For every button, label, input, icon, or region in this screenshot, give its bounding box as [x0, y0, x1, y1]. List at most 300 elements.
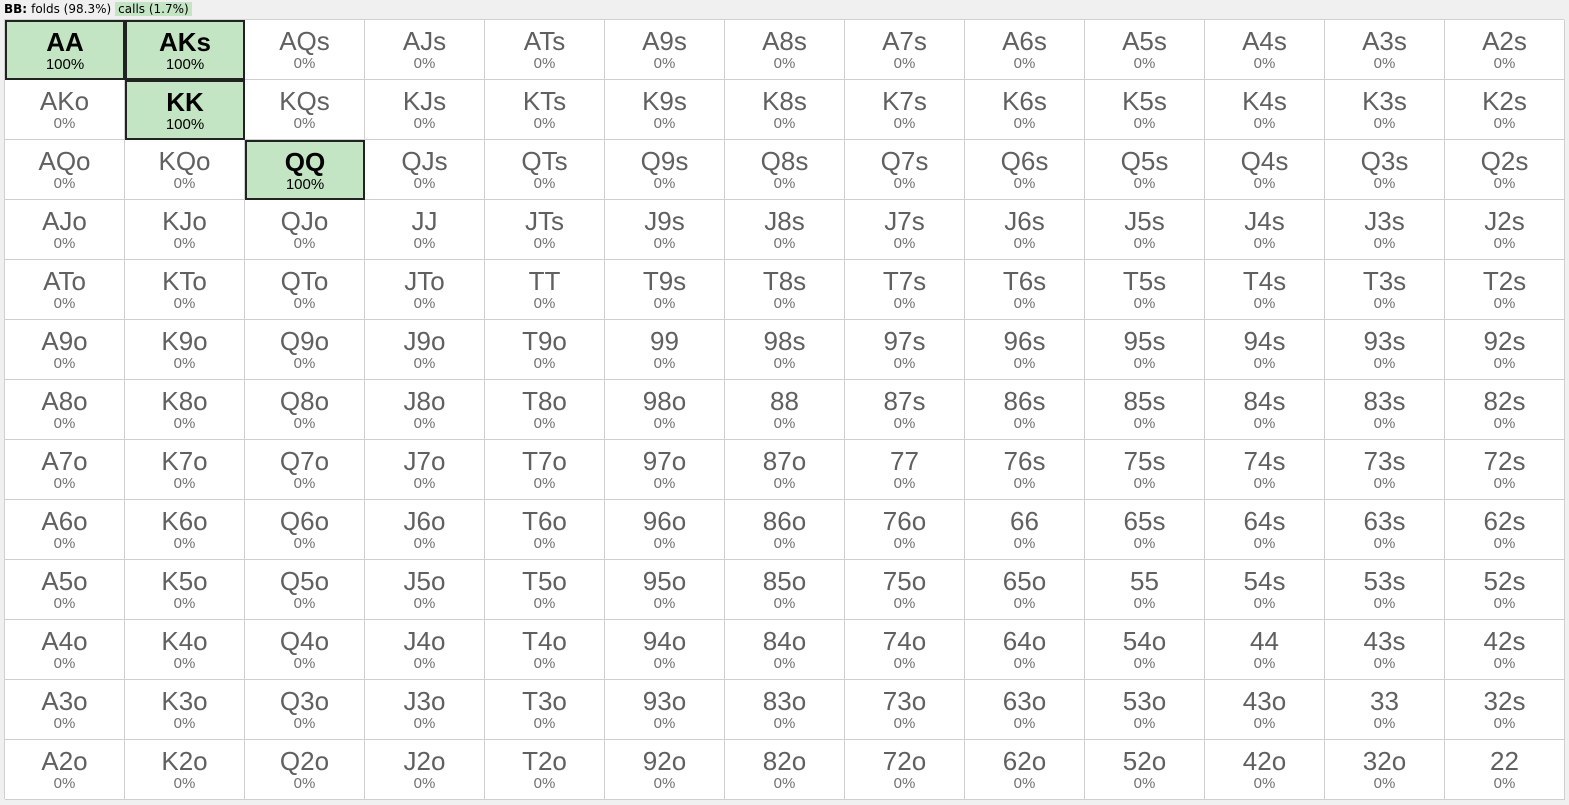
hand-label: JTs: [525, 206, 564, 236]
hand-cell-QJo[interactable]: [245, 200, 365, 260]
hand-label: 85o: [762, 566, 807, 596]
hand-label: QTo: [280, 266, 329, 296]
hand-cell-93s[interactable]: [1325, 320, 1445, 380]
hand-frequency: 0%: [413, 295, 436, 312]
hand-cell-J4o[interactable]: [365, 620, 485, 680]
hand-cell-KQs[interactable]: [245, 80, 365, 140]
hand-cell-T3o[interactable]: [485, 680, 605, 740]
hand-label: 54o: [1122, 626, 1167, 656]
hand-cell-Q8o[interactable]: [245, 380, 365, 440]
hand-cell-Q6s[interactable]: [965, 140, 1085, 200]
hand-cell-AQo[interactable]: [5, 140, 125, 200]
hand-frequency: 0%: [413, 355, 436, 372]
hand-cell-82o[interactable]: [725, 740, 845, 800]
hand-cell-KTs[interactable]: [485, 80, 605, 140]
hand-cell-K4o[interactable]: [125, 620, 245, 680]
hand-frequency: 0%: [1253, 295, 1276, 312]
hand-cell-K6s[interactable]: [965, 80, 1085, 140]
hand-frequency: 0%: [413, 115, 436, 132]
hand-cell-94s[interactable]: [1205, 320, 1325, 380]
hand-label: 54s: [1243, 566, 1286, 596]
hand-label: KTs: [522, 86, 567, 116]
hand-frequency: 0%: [1253, 355, 1276, 372]
hand-label: J2s: [1484, 206, 1525, 236]
hand-frequency: 0%: [1493, 475, 1516, 492]
hand-cell-A3o[interactable]: [5, 680, 125, 740]
hand-cell-93o[interactable]: [605, 680, 725, 740]
hand-label: 84o: [762, 626, 807, 656]
hand-cell-T6o[interactable]: [485, 500, 605, 560]
hand-cell-Q4s[interactable]: [1205, 140, 1325, 200]
hand-cell-K5s[interactable]: [1085, 80, 1205, 140]
hand-cell-T5s[interactable]: [1085, 260, 1205, 320]
hand-cell-T8s[interactable]: [725, 260, 845, 320]
hand-frequency: 0%: [53, 295, 76, 312]
hand-frequency: 0%: [893, 715, 916, 732]
hand-cell-62s[interactable]: [1445, 500, 1565, 560]
hand-label: J5o: [403, 566, 446, 596]
hand-cell-66[interactable]: [965, 500, 1085, 560]
hand-cell-K2o[interactable]: [125, 740, 245, 800]
hand-cell-87o[interactable]: [725, 440, 845, 500]
hand-cell-42o[interactable]: [1205, 740, 1325, 800]
hand-label: T2s: [1482, 266, 1527, 296]
hand-frequency: 0%: [1493, 415, 1516, 432]
hand-label: AJs: [402, 26, 447, 56]
hand-label: K8s: [762, 86, 807, 116]
hand-cell-63o[interactable]: [965, 680, 1085, 740]
hand-frequency: 0%: [1013, 355, 1036, 372]
hand-cell-99[interactable]: [605, 320, 725, 380]
hand-cell-85s[interactable]: [1085, 380, 1205, 440]
hand-label: Q2o: [279, 746, 330, 776]
hand-frequency: 0%: [1253, 655, 1276, 672]
hand-cell-J5s[interactable]: [1085, 200, 1205, 260]
hand-cell-T7s[interactable]: [845, 260, 965, 320]
hand-cell-Q8s[interactable]: [725, 140, 845, 200]
hand-label: K3o: [161, 686, 208, 716]
hand-cell-Q2s[interactable]: [1445, 140, 1565, 200]
hand-cell-97s[interactable]: [845, 320, 965, 380]
hand-cell-76o[interactable]: [845, 500, 965, 560]
hand-label: 63s: [1363, 506, 1406, 536]
hand-frequency: 0%: [653, 595, 676, 612]
hand-label: J4o: [403, 626, 446, 656]
hand-cell-K7s[interactable]: [845, 80, 965, 140]
hand-label: 53s: [1363, 566, 1406, 596]
hand-frequency: 0%: [1493, 235, 1516, 252]
hand-cell-J7s[interactable]: [845, 200, 965, 260]
hand-cell-22[interactable]: [1445, 740, 1565, 800]
hand-frequency: 0%: [1133, 295, 1156, 312]
hand-cell-JTs[interactable]: [485, 200, 605, 260]
hand-cell-A2o[interactable]: [5, 740, 125, 800]
hand-cell-K2s[interactable]: [1445, 80, 1565, 140]
hand-cell-83s[interactable]: [1325, 380, 1445, 440]
hand-label: Q4o: [279, 626, 330, 656]
hand-label: 98s: [763, 326, 806, 356]
hand-cell-JJ[interactable]: [365, 200, 485, 260]
hand-label: K4s: [1242, 86, 1287, 116]
hand-cell-A2s[interactable]: [1445, 20, 1565, 80]
hand-cell-T3s[interactable]: [1325, 260, 1445, 320]
hand-frequency: 0%: [653, 355, 676, 372]
hand-label: T5o: [522, 566, 567, 596]
hand-label: 82s: [1483, 386, 1526, 416]
hand-cell-76s[interactable]: [965, 440, 1085, 500]
hand-cell-43o[interactable]: [1205, 680, 1325, 740]
hand-label: 84s: [1243, 386, 1286, 416]
hand-cell-63s[interactable]: [1325, 500, 1445, 560]
hand-cell-95s[interactable]: [1085, 320, 1205, 380]
hand-label: 52s: [1483, 566, 1526, 596]
hand-cell-Q3s[interactable]: [1325, 140, 1445, 200]
hand-cell-J2o[interactable]: [365, 740, 485, 800]
hand-cell-52o[interactable]: [1085, 740, 1205, 800]
hand-frequency: 0%: [893, 415, 916, 432]
hand-cell-62o[interactable]: [965, 740, 1085, 800]
hand-label: 42o: [1242, 746, 1287, 776]
hand-label: Q5s: [1120, 146, 1169, 176]
hand-cell-QQ[interactable]: [245, 140, 365, 200]
hand-cell-Q7o[interactable]: [245, 440, 365, 500]
hand-frequency: 0%: [773, 175, 796, 192]
hand-frequency: 0%: [1373, 655, 1396, 672]
hand-cell-T4o[interactable]: [485, 620, 605, 680]
hand-label: A9o: [41, 326, 88, 356]
hand-frequency: 0%: [173, 235, 196, 252]
hand-cell-98s[interactable]: [725, 320, 845, 380]
hand-cell-84o[interactable]: [725, 620, 845, 680]
hand-cell-J8s[interactable]: [725, 200, 845, 260]
hand-cell-K7o[interactable]: [125, 440, 245, 500]
hand-label: 82o: [762, 746, 807, 776]
hand-cell-52s[interactable]: [1445, 560, 1565, 620]
hand-frequency: 0%: [1013, 595, 1036, 612]
hand-cell-T8o[interactable]: [485, 380, 605, 440]
hand-cell-KQo[interactable]: [125, 140, 245, 200]
hand-cell-96o[interactable]: [605, 500, 725, 560]
hand-frequency: 0%: [773, 475, 796, 492]
hand-cell-Q9o[interactable]: [245, 320, 365, 380]
hand-label: A6s: [1002, 26, 1047, 56]
hand-frequency: 0%: [1493, 715, 1516, 732]
hand-frequency: 0%: [773, 775, 796, 792]
hand-cell-AJo[interactable]: [5, 200, 125, 260]
hand-label: K8o: [161, 386, 208, 416]
hand-label: Q2s: [1480, 146, 1529, 176]
hand-cell-85o[interactable]: [725, 560, 845, 620]
hand-cell-53o[interactable]: [1085, 680, 1205, 740]
hand-frequency: 0%: [293, 115, 316, 132]
hand-cell-33[interactable]: [1325, 680, 1445, 740]
hand-cell-J8o[interactable]: [365, 380, 485, 440]
hand-cell-88[interactable]: [725, 380, 845, 440]
hand-cell-65o[interactable]: [965, 560, 1085, 620]
hand-frequency: 0%: [1373, 535, 1396, 552]
hand-cell-64o[interactable]: [965, 620, 1085, 680]
hand-label: KTo: [162, 266, 207, 296]
hand-cell-54o[interactable]: [1085, 620, 1205, 680]
hand-frequency: 0%: [173, 415, 196, 432]
hand-cell-A8o[interactable]: [5, 380, 125, 440]
hand-cell-JTo[interactable]: [365, 260, 485, 320]
hand-frequency: 0%: [53, 715, 76, 732]
hand-frequency: 0%: [293, 55, 316, 72]
hand-cell-94o[interactable]: [605, 620, 725, 680]
hand-label: 65o: [1002, 566, 1047, 596]
hand-cell-54s[interactable]: [1205, 560, 1325, 620]
hand-cell-97o[interactable]: [605, 440, 725, 500]
hand-frequency: 0%: [773, 55, 796, 72]
hand-cell-A4s[interactable]: [1205, 20, 1325, 80]
hand-frequency: 0%: [773, 535, 796, 552]
hand-label: 86o: [762, 506, 807, 536]
hand-cell-86o[interactable]: [725, 500, 845, 560]
hand-cell-87s[interactable]: [845, 380, 965, 440]
hand-frequency: 0%: [413, 775, 436, 792]
hand-frequency: 0%: [1253, 235, 1276, 252]
hand-cell-72o[interactable]: [845, 740, 965, 800]
hand-label: Q6s: [1000, 146, 1049, 176]
hand-cell-73o[interactable]: [845, 680, 965, 740]
hand-label: K6o: [161, 506, 208, 536]
hand-cell-86s[interactable]: [965, 380, 1085, 440]
hand-label: A3o: [41, 686, 88, 716]
hand-cell-32o[interactable]: [1325, 740, 1445, 800]
hand-frequency: 0%: [1253, 775, 1276, 792]
hand-cell-A9o[interactable]: [5, 320, 125, 380]
hand-cell-84s[interactable]: [1205, 380, 1325, 440]
hand-cell-Q4o[interactable]: [245, 620, 365, 680]
hand-frequency: 0%: [1493, 295, 1516, 312]
hand-cell-A5s[interactable]: [1085, 20, 1205, 80]
hand-cell-K6o[interactable]: [125, 500, 245, 560]
hand-label: Q7o: [279, 446, 330, 476]
hand-cell-53s[interactable]: [1325, 560, 1445, 620]
hand-frequency: 0%: [653, 715, 676, 732]
hand-cell-AKo[interactable]: [5, 80, 125, 140]
hand-cell-A4o[interactable]: [5, 620, 125, 680]
hand-cell-A3s[interactable]: [1325, 20, 1445, 80]
hand-cell-55[interactable]: [1085, 560, 1205, 620]
hand-cell-K5o[interactable]: [125, 560, 245, 620]
hand-cell-Q6o[interactable]: [245, 500, 365, 560]
hand-cell-QTo[interactable]: [245, 260, 365, 320]
hand-cell-74o[interactable]: [845, 620, 965, 680]
hand-cell-J6s[interactable]: [965, 200, 1085, 260]
hand-label: 76s: [1003, 446, 1046, 476]
hand-label: ATo: [43, 266, 86, 296]
hand-frequency: 0%: [173, 475, 196, 492]
hand-frequency: 0%: [173, 775, 196, 792]
hand-cell-83o[interactable]: [725, 680, 845, 740]
hand-label: K2o: [161, 746, 208, 776]
hand-cell-75s[interactable]: [1085, 440, 1205, 500]
hand-frequency: 0%: [533, 355, 556, 372]
hand-cell-KTo[interactable]: [125, 260, 245, 320]
hand-frequency: 0%: [1373, 355, 1396, 372]
hand-cell-32s[interactable]: [1445, 680, 1565, 740]
hand-label: 96s: [1003, 326, 1046, 356]
hand-frequency: 0%: [893, 655, 916, 672]
hand-cell-J9s[interactable]: [605, 200, 725, 260]
hand-frequency: 0%: [1013, 235, 1036, 252]
hand-frequency: 0%: [53, 415, 76, 432]
hand-label: 64o: [1002, 626, 1047, 656]
hand-frequency: 0%: [53, 115, 76, 132]
hand-cell-75o[interactable]: [845, 560, 965, 620]
hand-frequency: 0%: [533, 55, 556, 72]
hand-frequency: 0%: [1013, 415, 1036, 432]
hand-cell-J3o[interactable]: [365, 680, 485, 740]
hand-cell-Q5s[interactable]: [1085, 140, 1205, 200]
hand-cell-Q5o[interactable]: [245, 560, 365, 620]
hand-cell-J4s[interactable]: [1205, 200, 1325, 260]
hand-cell-AKs[interactable]: [125, 20, 245, 80]
hand-cell-K8o[interactable]: [125, 380, 245, 440]
hand-cell-KJo[interactable]: [125, 200, 245, 260]
hand-cell-77[interactable]: [845, 440, 965, 500]
hand-cell-K9o[interactable]: [125, 320, 245, 380]
hand-cell-43s[interactable]: [1325, 620, 1445, 680]
hand-cell-95o[interactable]: [605, 560, 725, 620]
hand-cell-A6s[interactable]: [965, 20, 1085, 80]
hand-cell-KK[interactable]: [125, 80, 245, 140]
hand-label: 32o: [1362, 746, 1407, 776]
hand-cell-72s[interactable]: [1445, 440, 1565, 500]
hand-label: Q9o: [279, 326, 330, 356]
hand-cell-T2s[interactable]: [1445, 260, 1565, 320]
hand-cell-A5o[interactable]: [5, 560, 125, 620]
hand-cell-T9s[interactable]: [605, 260, 725, 320]
hand-label: T8o: [522, 386, 567, 416]
hand-frequency: 0%: [893, 595, 916, 612]
hand-cell-A7s[interactable]: [845, 20, 965, 80]
hand-frequency: 0%: [293, 295, 316, 312]
hand-label: K5o: [161, 566, 208, 596]
hand-cell-AA[interactable]: [5, 20, 125, 80]
hand-cell-T2o[interactable]: [485, 740, 605, 800]
hand-frequency: 0%: [173, 655, 196, 672]
hand-label: 65s: [1123, 506, 1166, 536]
hand-cell-73s[interactable]: [1325, 440, 1445, 500]
hand-frequency: 0%: [1373, 115, 1396, 132]
hand-cell-K8s[interactable]: [725, 80, 845, 140]
hand-cell-A7o[interactable]: [5, 440, 125, 500]
hand-cell-A6o[interactable]: [5, 500, 125, 560]
hand-label: T2o: [522, 746, 567, 776]
hand-label: T9o: [522, 326, 567, 356]
hand-cell-T4s[interactable]: [1205, 260, 1325, 320]
hand-label: 87s: [883, 386, 926, 416]
hand-label: T4s: [1242, 266, 1287, 296]
hand-cell-92s[interactable]: [1445, 320, 1565, 380]
hand-cell-J5o[interactable]: [365, 560, 485, 620]
hand-cell-82s[interactable]: [1445, 380, 1565, 440]
hand-cell-Q2o[interactable]: [245, 740, 365, 800]
hand-cell-Q7s[interactable]: [845, 140, 965, 200]
hand-label: AQo: [38, 146, 91, 176]
hand-label: 92s: [1483, 326, 1526, 356]
hand-frequency: 0%: [1493, 535, 1516, 552]
hand-cell-AQs[interactable]: [245, 20, 365, 80]
hand-cell-J7o[interactable]: [365, 440, 485, 500]
hand-label: 98o: [642, 386, 687, 416]
hand-cell-T6s[interactable]: [965, 260, 1085, 320]
hand-cell-J9o[interactable]: [365, 320, 485, 380]
hand-cell-J6o[interactable]: [365, 500, 485, 560]
hand-label: 97s: [883, 326, 926, 356]
hand-label: T7o: [522, 446, 567, 476]
hand-frequency: 0%: [893, 175, 916, 192]
hand-label: 63o: [1002, 686, 1047, 716]
hand-label: 44: [1250, 626, 1279, 656]
hand-cell-Q9s[interactable]: [605, 140, 725, 200]
hand-label: Q9s: [640, 146, 689, 176]
hand-frequency: 0%: [1133, 235, 1156, 252]
hand-cell-KJs[interactable]: [365, 80, 485, 140]
hand-cell-T9o[interactable]: [485, 320, 605, 380]
hand-frequency: 0%: [893, 115, 916, 132]
hand-frequency: 0%: [1253, 55, 1276, 72]
hand-cell-44[interactable]: [1205, 620, 1325, 680]
hand-cell-74s[interactable]: [1205, 440, 1325, 500]
hand-frequency: 0%: [413, 235, 436, 252]
hand-frequency: 0%: [1373, 295, 1396, 312]
hand-frequency: 0%: [1373, 415, 1396, 432]
hand-cell-42s[interactable]: [1445, 620, 1565, 680]
hand-cell-A9s[interactable]: [605, 20, 725, 80]
hand-frequency: 0%: [893, 535, 916, 552]
hand-label: JTo: [404, 266, 445, 296]
hand-frequency: 0%: [1133, 655, 1156, 672]
hand-cell-64s[interactable]: [1205, 500, 1325, 560]
hand-cell-65s[interactable]: [1085, 500, 1205, 560]
hand-frequency: 0%: [1253, 115, 1276, 132]
hand-label: T9s: [642, 266, 687, 296]
hand-cell-T7o[interactable]: [485, 440, 605, 500]
hand-cell-A8s[interactable]: [725, 20, 845, 80]
hand-cell-T5o[interactable]: [485, 560, 605, 620]
hand-frequency: 0%: [893, 475, 916, 492]
hand-frequency: 0%: [1013, 775, 1036, 792]
hand-cell-AJs[interactable]: [365, 20, 485, 80]
hand-label: J3s: [1364, 206, 1405, 236]
hand-cell-ATo[interactable]: [5, 260, 125, 320]
hand-cell-K9s[interactable]: [605, 80, 725, 140]
hand-label: T6s: [1002, 266, 1047, 296]
hand-cell-Q3o[interactable]: [245, 680, 365, 740]
hand-cell-K3o[interactable]: [125, 680, 245, 740]
hand-label: J8s: [764, 206, 805, 236]
hand-cell-96s[interactable]: [965, 320, 1085, 380]
hand-cell-J3s[interactable]: [1325, 200, 1445, 260]
hand-frequency: 0%: [413, 175, 436, 192]
hand-label: K7s: [882, 86, 927, 116]
hand-cell-K3s[interactable]: [1325, 80, 1445, 140]
hand-cell-TT[interactable]: [485, 260, 605, 320]
hand-label: A5o: [41, 566, 88, 596]
hand-cell-QJs[interactable]: [365, 140, 485, 200]
hand-cell-ATs[interactable]: [485, 20, 605, 80]
hand-cell-J2s[interactable]: [1445, 200, 1565, 260]
hand-frequency: 0%: [653, 655, 676, 672]
hand-cell-QTs[interactable]: [485, 140, 605, 200]
hand-cell-98o[interactable]: [605, 380, 725, 440]
hand-cell-K4s[interactable]: [1205, 80, 1325, 140]
hand-cell-92o[interactable]: [605, 740, 725, 800]
